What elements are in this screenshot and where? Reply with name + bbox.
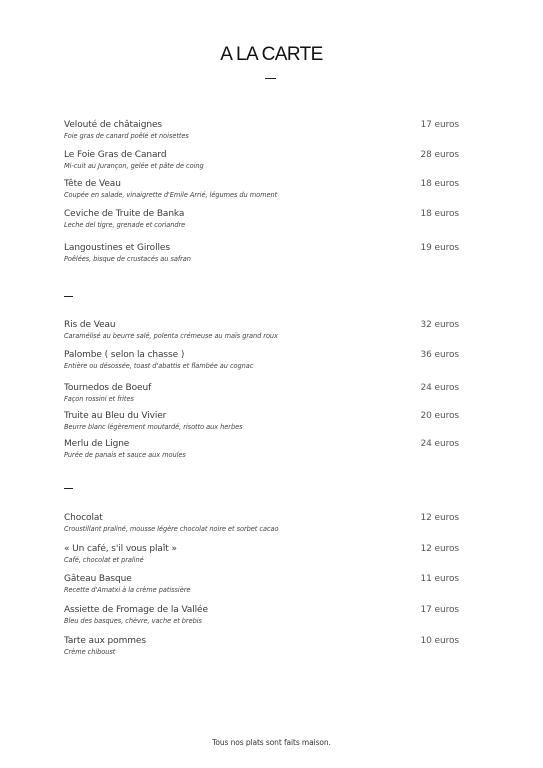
menu-item xyxy=(64,320,459,340)
dish-name: Velouté de châtaignes xyxy=(64,120,162,130)
dish-description: Crème chiboust xyxy=(64,648,116,656)
dish-price: 18 euros xyxy=(420,209,459,219)
menu-item xyxy=(64,513,459,533)
dish-price: 10 euros xyxy=(420,636,459,646)
dish-name: Tournedos de Boeuf xyxy=(64,383,152,393)
dish-price: 32 euros xyxy=(420,320,459,330)
dish-price: 24 euros xyxy=(420,383,459,393)
dish-name: Truite au Bleu du Vivier xyxy=(64,411,167,421)
dish-name: Merlu de Ligne xyxy=(64,439,130,449)
menu-item xyxy=(64,544,459,564)
dish-name: Palombe ( selon la chasse ) xyxy=(64,350,185,360)
menu-item xyxy=(64,605,459,625)
dish-name: « Un café, s'il vous plaît » xyxy=(64,544,177,554)
dish-description: Caramélisé au beurre salé, polenta crémeuse au maïs grand roux xyxy=(64,332,278,340)
menu-item xyxy=(64,179,459,199)
dish-description: Bleu des basques, chèvre, vache et brebis xyxy=(64,617,202,625)
dish-name: Chocolat xyxy=(64,513,103,523)
dish-price: 11 euros xyxy=(420,574,459,584)
section-divider xyxy=(64,296,73,297)
dish-name: Ceviche de Truite de Banka xyxy=(64,209,185,219)
dish-name: Assiette de Fromage de la Vallée xyxy=(64,605,208,615)
menu-item xyxy=(64,383,459,403)
dish-description: Recette d'Amatxi à la crème patissière xyxy=(64,586,191,594)
dish-description: Mi-cuit au Jurançon, gelée et pâte de coing xyxy=(64,162,204,170)
menu-item xyxy=(64,350,459,370)
dish-name: Tête de Veau xyxy=(64,179,121,189)
dish-description: Entière ou désossée, toast d'abattis et flambée au cognac xyxy=(64,362,254,370)
dish-price: 36 euros xyxy=(420,350,459,360)
dish-price: 17 euros xyxy=(420,605,459,615)
dish-description: Coupée en salade, vinaigrette d'Emile Arrié, légumes du moment xyxy=(64,191,278,199)
dish-name: Langoustines et Girolles xyxy=(64,243,170,253)
menu-item xyxy=(64,636,459,656)
dish-price: 24 euros xyxy=(420,439,459,449)
dish-description: Poêlées, bisque de crustacés au safran xyxy=(64,255,191,263)
dish-description: Café, chocolat et praliné xyxy=(64,556,144,564)
section-divider xyxy=(64,488,73,489)
dish-description: Façon rossini et frites xyxy=(64,395,134,403)
menu-item xyxy=(64,243,459,263)
dish-price: 18 euros xyxy=(420,179,459,189)
dish-name: Le Foie Gras de Canard xyxy=(64,150,167,160)
menu-item xyxy=(64,120,459,140)
dish-description: Beurre blanc légèrement moutardé, risotto aux herbes xyxy=(64,423,243,431)
footer-note: Tous nos plats sont faits maison. xyxy=(212,738,331,747)
menu-item xyxy=(64,150,459,170)
dish-price: 28 euros xyxy=(420,150,459,160)
menu-title: A LA CARTE xyxy=(220,44,323,65)
dish-price: 20 euros xyxy=(420,411,459,421)
menu-item xyxy=(64,439,459,459)
dish-description: Foie gras de canard poêlé et noisettes xyxy=(64,132,189,140)
dish-name: Gâteau Basque xyxy=(64,574,132,584)
dish-price: 12 euros xyxy=(420,544,459,554)
dish-name: Tarte aux pommes xyxy=(64,636,146,646)
dish-price: 19 euros xyxy=(420,243,459,253)
menu-item xyxy=(64,411,459,431)
menu-item xyxy=(64,574,459,594)
dish-description: Leche del tigre, grenade et coriandre xyxy=(64,221,186,229)
dish-name: Ris de Veau xyxy=(64,320,116,330)
dish-description: Purée de panais et sauce aux moules xyxy=(64,451,186,459)
menu-item xyxy=(64,209,459,229)
dish-price: 12 euros xyxy=(420,513,459,523)
dish-price: 17 euros xyxy=(420,120,459,130)
title-divider xyxy=(265,78,276,79)
dish-description: Croustillant praliné, mousse légère chocolat noire et sorbet cacao xyxy=(64,525,279,533)
